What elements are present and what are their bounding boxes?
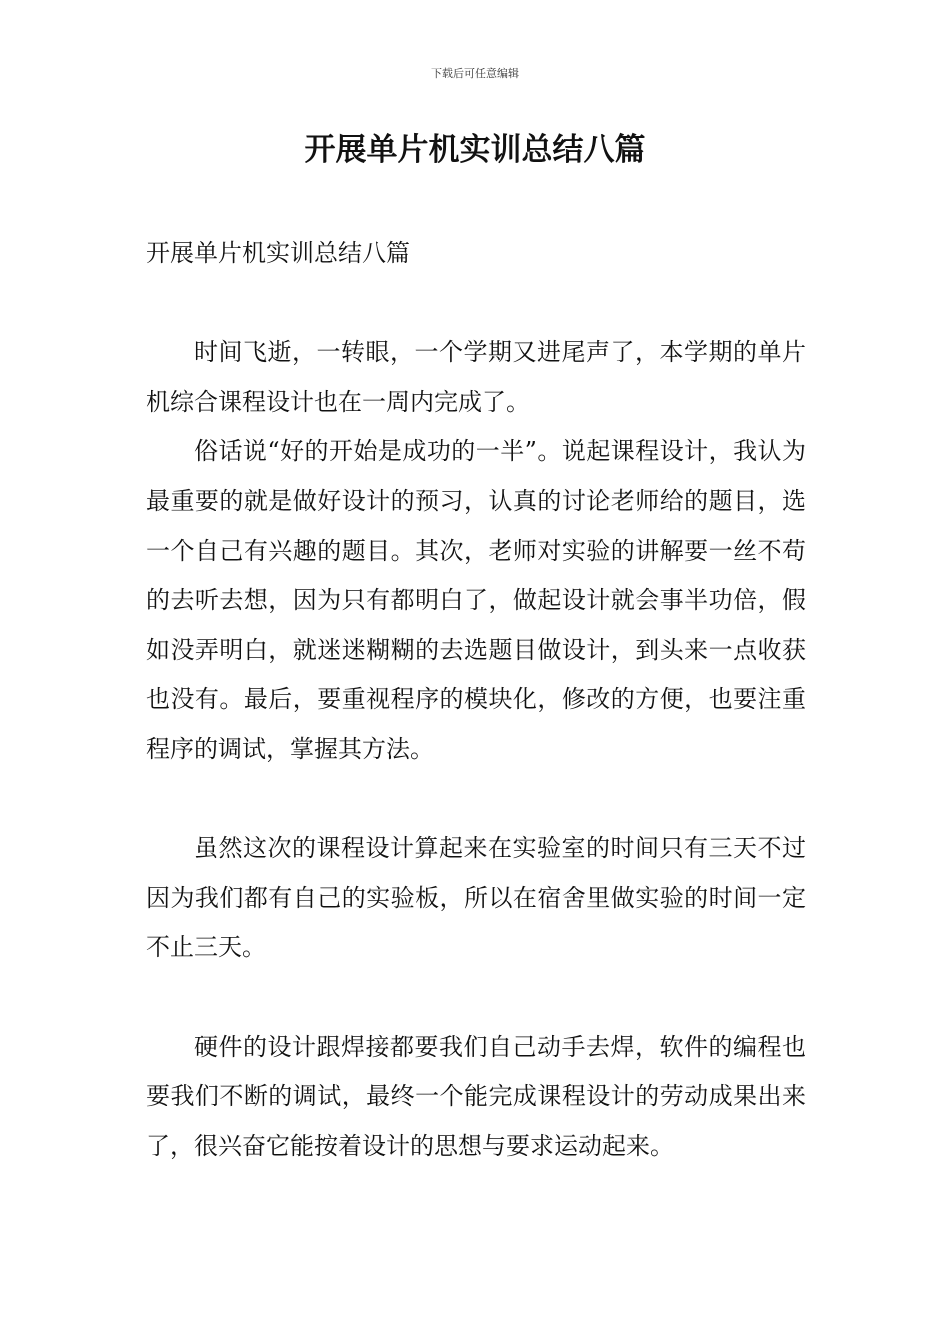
document-title: 开展单片机实训总结八篇 bbox=[304, 132, 646, 168]
paragraph-gap bbox=[146, 775, 806, 825]
paragraph-1: 时间飞逝，一转眼，一个学期又进尾声了，本学期的单片机综合课程设计也在一周内完成了。 bbox=[146, 338, 806, 416]
paragraph-3: 虽然这次的课程设计算起来在实验室的时间只有三天不过因为我们都有自己的实验板，所以在宿舍里做实验的时间一定不止三天。 bbox=[146, 834, 806, 962]
paragraph-gap bbox=[146, 279, 806, 329]
paragraph-4: 硬件的设计跟焊接都要我们自己动手去焊，软件的编程也要我们不断的调试，最终一个能完成课程设计的劳动成果出来了，很兴奋它能按着设计的思想与要求运动起来。 bbox=[146, 1032, 806, 1160]
header-note: 下载后可任意编辑 bbox=[431, 67, 519, 80]
document-subtitle: 开展单片机实训总结八篇 bbox=[146, 239, 410, 267]
paragraph-2: 俗话说“好的开始是成功的一半”。说起课程设计，我认为最重要的就是做好设计的预习，认真的讨论老师给的题目，选一个自己有兴趣的题目。其次，老师对实验的讲解要一丝不苟的去听去想，因为只有都明白了，做起设计就会事半功倍，假如没弄明白，就迷迷糊糊的去选题目做设计，到头来一点收获也没有。最后，要重视程序的模块化，修改的方便，也要注重程序的调试，掌握其方法。 bbox=[146, 437, 806, 763]
paragraph-gap bbox=[146, 973, 806, 1023]
document-body bbox=[146, 229, 806, 1171]
